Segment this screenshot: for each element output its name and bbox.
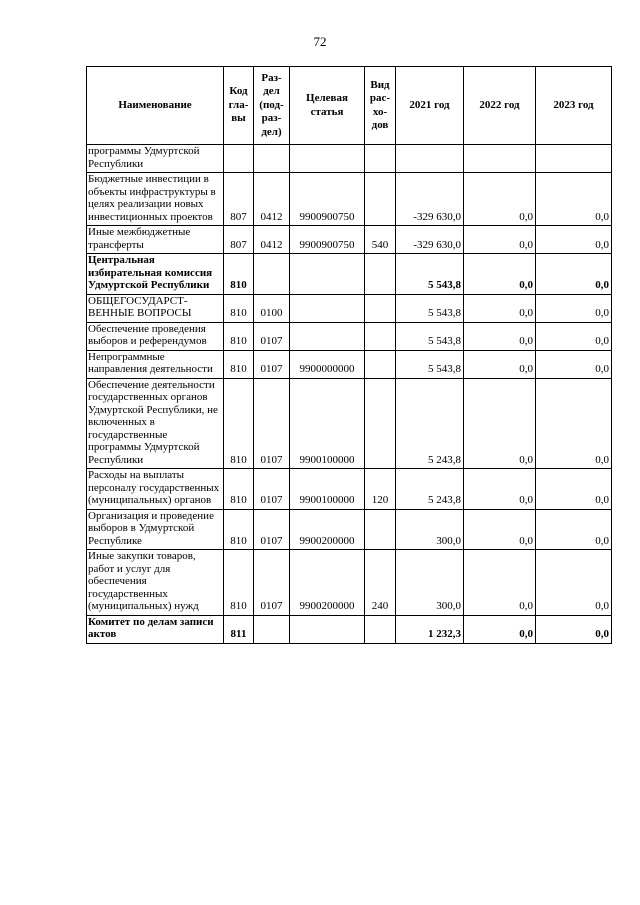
row-section [254,615,290,643]
row-target: 9900200000 [290,509,365,550]
row-vid [365,294,396,322]
row-2022: 0,0 [464,226,536,254]
row-2021: 5 243,8 [396,469,464,510]
row-target [290,615,365,643]
header-2022: 2022 год [464,67,536,145]
row-name: Иные закупки товаров, работ и услуг для обеспечения государственных (муниципальных) нужд [87,550,224,616]
row-section: 0412 [254,173,290,226]
row-2023: 0,0 [536,294,612,322]
row-code: 807 [224,226,254,254]
row-2022: 0,0 [464,550,536,616]
row-2023: 0,0 [536,469,612,510]
row-section: 0107 [254,350,290,378]
row-2021: 300,0 [396,509,464,550]
row-2021: -329 630,0 [396,173,464,226]
row-2023: 0,0 [536,254,612,295]
row-2022: 0,0 [464,469,536,510]
row-target: 9900000000 [290,350,365,378]
row-2021 [396,145,464,173]
header-2023: 2023 год [536,67,612,145]
table-row [87,322,612,350]
row-2022: 0,0 [464,509,536,550]
row-2022: 0,0 [464,615,536,643]
row-vid [365,350,396,378]
budget-table [86,66,612,644]
row-code: 807 [224,173,254,226]
row-target: 9900100000 [290,469,365,510]
row-section: 0107 [254,469,290,510]
row-name: Обеспечение деятельности государственных органов Удмуртской Республики, не включенных в государственные программы Удмуртской Республики [87,378,224,469]
row-2022: 0,0 [464,322,536,350]
row-vid [365,509,396,550]
table-row [87,254,612,295]
row-2023: 0,0 [536,322,612,350]
row-2023: 0,0 [536,615,612,643]
row-2023: 0,0 [536,378,612,469]
row-2021: 5 543,8 [396,322,464,350]
row-section [254,145,290,173]
row-2023: 0,0 [536,550,612,616]
row-vid [365,615,396,643]
row-code: 811 [224,615,254,643]
row-section: 0107 [254,509,290,550]
row-section: 0107 [254,550,290,616]
row-section: 0107 [254,378,290,469]
row-name: Организация и проведение выборов в Удмуртской Республике [87,509,224,550]
row-vid: 120 [365,469,396,510]
table-row [87,509,612,550]
row-2022: 0,0 [464,173,536,226]
row-vid: 540 [365,226,396,254]
row-vid [365,322,396,350]
row-2021: 5 543,8 [396,294,464,322]
row-vid [365,378,396,469]
row-vid [365,254,396,295]
row-name: ОБЩЕГОСУДАРСТ-ВЕННЫЕ ВОПРОСЫ [87,294,224,322]
row-code: 810 [224,550,254,616]
row-name: Бюджетные инвестиции в объекты инфраструктуры в целях реализации новых инвестиционных проектов [87,173,224,226]
row-2023: 0,0 [536,226,612,254]
row-name: Расходы на выплаты персоналу государственных (муниципальных) органов [87,469,224,510]
row-2023: 0,0 [536,350,612,378]
row-target [290,294,365,322]
row-code [224,145,254,173]
row-code: 810 [224,322,254,350]
row-name: Комитет по делам записи актов [87,615,224,643]
table-row [87,615,612,643]
row-target: 9900900750 [290,226,365,254]
row-code: 810 [224,294,254,322]
row-2021: 300,0 [396,550,464,616]
row-2021: 5 243,8 [396,378,464,469]
row-section: 0107 [254,322,290,350]
row-name: Центральная избирательная комиссия Удмуртской Республики [87,254,224,295]
table-row [87,173,612,226]
row-2022: 0,0 [464,350,536,378]
table-row [87,294,612,322]
row-vid: 240 [365,550,396,616]
row-name: Непрограммные направления деятельности [87,350,224,378]
row-target [290,254,365,295]
table-row [87,469,612,510]
row-2022: 0,0 [464,254,536,295]
row-2023 [536,145,612,173]
row-section: 0100 [254,294,290,322]
row-code: 810 [224,509,254,550]
table-row [87,226,612,254]
row-target: 9900900750 [290,173,365,226]
row-2022: 0,0 [464,378,536,469]
table-row [87,378,612,469]
header-2021: 2021 год [396,67,464,145]
row-name: программы Удмуртской Республики [87,145,224,173]
table-header-row [87,67,612,145]
table-body [87,145,612,644]
row-2021: 5 543,8 [396,350,464,378]
row-target: 9900100000 [290,378,365,469]
table-row [87,350,612,378]
row-target [290,145,365,173]
page-number: 72 [313,34,327,49]
row-2021: -329 630,0 [396,226,464,254]
row-code: 810 [224,350,254,378]
row-code: 810 [224,469,254,510]
row-code: 810 [224,378,254,469]
row-name: Обеспечение проведения выборов и референдумов [87,322,224,350]
header-name: Наименование [87,67,224,145]
row-2022 [464,145,536,173]
row-vid [365,145,396,173]
header-section: Раз-дел (под-раз-дел) [254,67,290,145]
row-vid [365,173,396,226]
row-target [290,322,365,350]
row-name: Иные межбюджетные трансферты [87,226,224,254]
header-code: Код гла-вы [224,67,254,145]
row-code: 810 [224,254,254,295]
row-2022: 0,0 [464,294,536,322]
row-2023: 0,0 [536,509,612,550]
table-row [87,145,612,173]
header-target: Целевая статья [290,67,365,145]
row-2023: 0,0 [536,173,612,226]
row-target: 9900200000 [290,550,365,616]
row-section: 0412 [254,226,290,254]
table-row [87,550,612,616]
header-vid: Вид рас-хо-дов [365,67,396,145]
row-2021: 1 232,3 [396,615,464,643]
row-2021: 5 543,8 [396,254,464,295]
row-section [254,254,290,295]
